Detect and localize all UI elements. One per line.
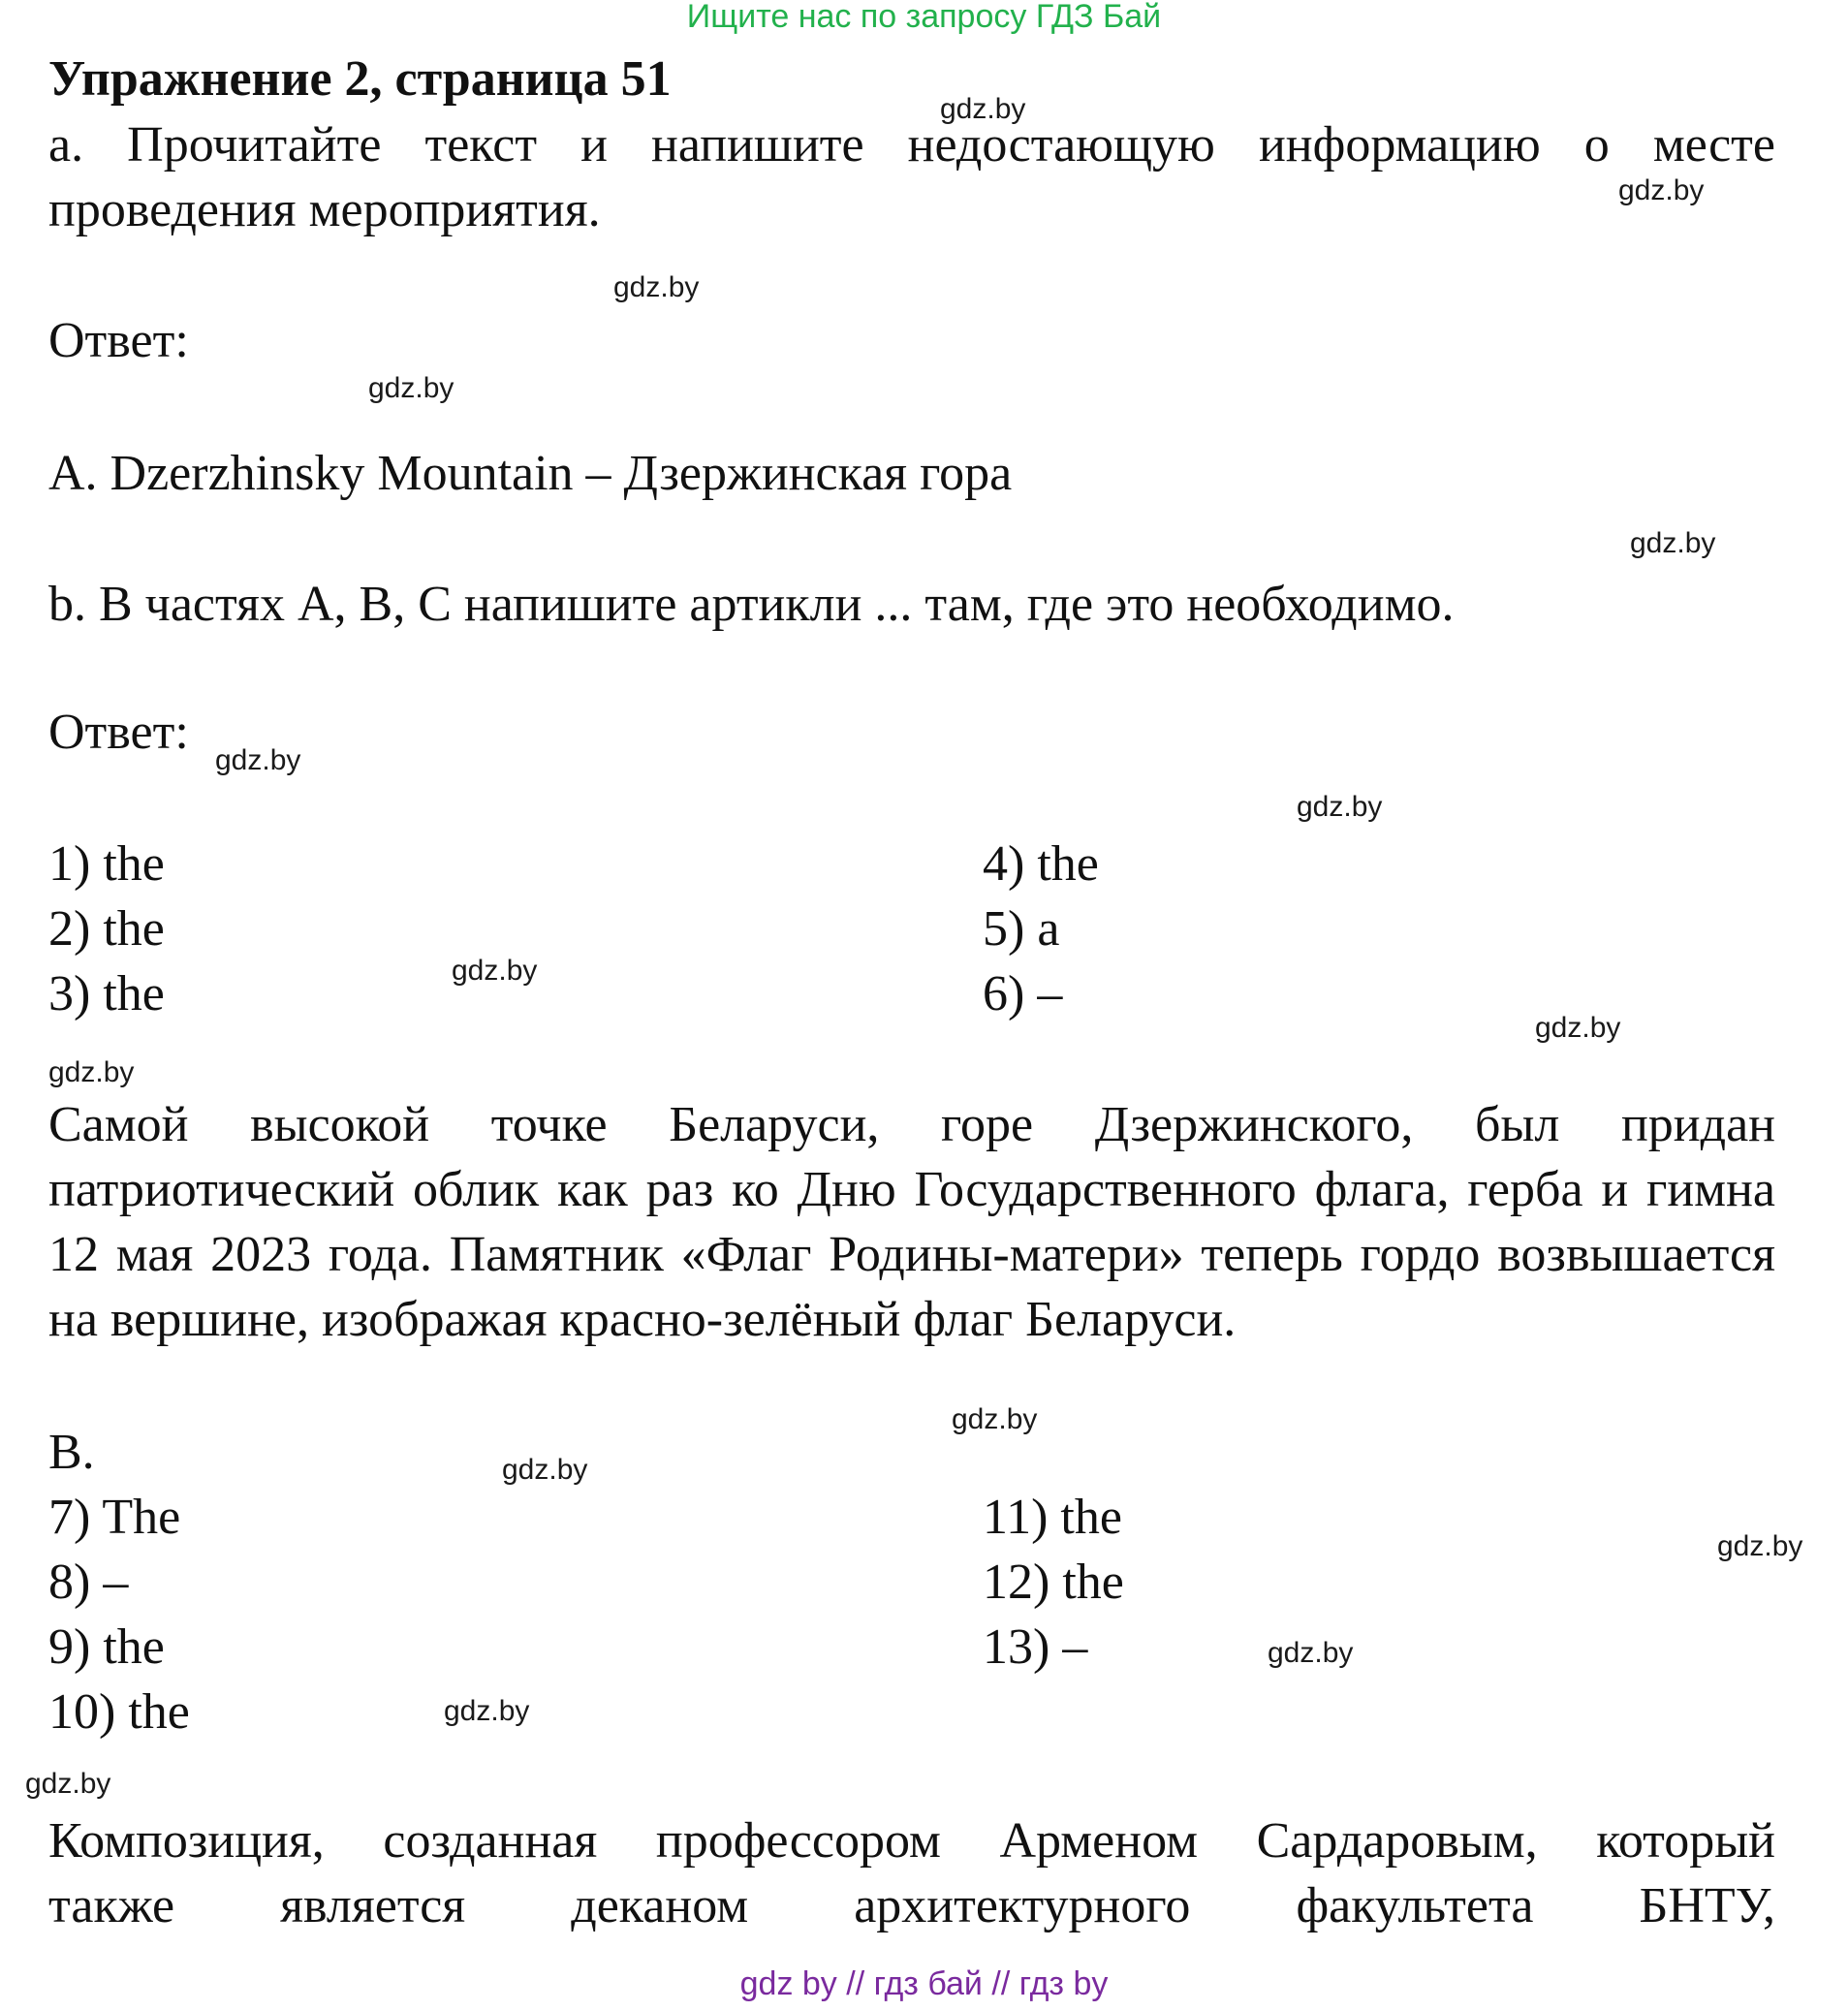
task-b-text: b. В частях A, B, C напишите артикли ... там, где это необходимо. xyxy=(48,577,1455,632)
watermark: gdz.by xyxy=(452,955,538,987)
watermark: gdz.by xyxy=(952,1403,1038,1435)
translation-part-b-line-2: также является деканом архитектурного факультета БНТУ, xyxy=(48,1878,1775,1933)
watermark: gdz.by xyxy=(48,1056,135,1088)
watermark: gdz.by xyxy=(368,372,454,404)
answer-item-5: 5) a xyxy=(983,901,1060,957)
watermark: gdz.by xyxy=(444,1695,530,1727)
watermark: gdz.by xyxy=(1618,174,1705,206)
watermark: gdz.by xyxy=(1268,1637,1354,1669)
watermark: gdz.by xyxy=(502,1454,588,1486)
answer-item-4: 4) the xyxy=(983,836,1099,892)
answer-item-11: 11) the xyxy=(983,1490,1122,1545)
watermark: gdz.by xyxy=(1535,1012,1621,1044)
watermark: gdz.by xyxy=(1630,527,1716,559)
part-b-label: B. xyxy=(48,1425,95,1480)
answer-item-9: 9) the xyxy=(48,1619,165,1675)
watermark: gdz.by xyxy=(1717,1530,1803,1562)
translation-part-a: Самой высокой точке Беларуси, горе Дзержинского, был придан патриотический облик как раз ко Дню Государственного флага, герба и гимна 12 мая 2023 года. Памятник «Флаг Родины-матери» теперь гордо возвышается на вершине, изображая красно-зелёный флаг Беларуси. xyxy=(48,1097,1775,1347)
footer-links: gdz by // гдз бай // гдз by xyxy=(739,1965,1109,2002)
task-a-text: a. Прочитайте текст и напишите недостающую информацию о месте проведения мероприятия. xyxy=(48,117,1775,237)
answer-label-2: Ответ: xyxy=(48,705,189,760)
exercise-title: Упражнение 2, страница 51 xyxy=(48,51,672,107)
answer-item-1: 1) the xyxy=(48,836,165,892)
answer-item-3: 3) the xyxy=(48,966,165,1021)
search-banner: Ищите нас по запросу ГДЗ Бай xyxy=(686,0,1162,35)
translation-part-b-line-1: Композиция, созданная профессором Арменом Сардаровым, который xyxy=(48,1813,1775,1869)
watermark: gdz.by xyxy=(25,1768,111,1800)
watermark: gdz.by xyxy=(1297,791,1383,823)
answer-item-10: 10) the xyxy=(48,1684,190,1740)
answer-item-6: 6) – xyxy=(983,966,1063,1021)
answer-item-12: 12) the xyxy=(983,1555,1124,1610)
answer-item-13: 13) – xyxy=(983,1619,1088,1675)
answer-item-8: 8) – xyxy=(48,1555,129,1610)
watermark: gdz.by xyxy=(215,744,301,776)
answer-a-text: A. Dzerzhinsky Mountain – Дзержинская гора xyxy=(48,446,1013,501)
watermark: gdz.by xyxy=(940,93,1026,125)
answer-label-1: Ответ: xyxy=(48,313,189,368)
watermark: gdz.by xyxy=(613,271,700,303)
answer-item-7: 7) The xyxy=(48,1490,181,1545)
answer-item-2: 2) the xyxy=(48,901,165,957)
